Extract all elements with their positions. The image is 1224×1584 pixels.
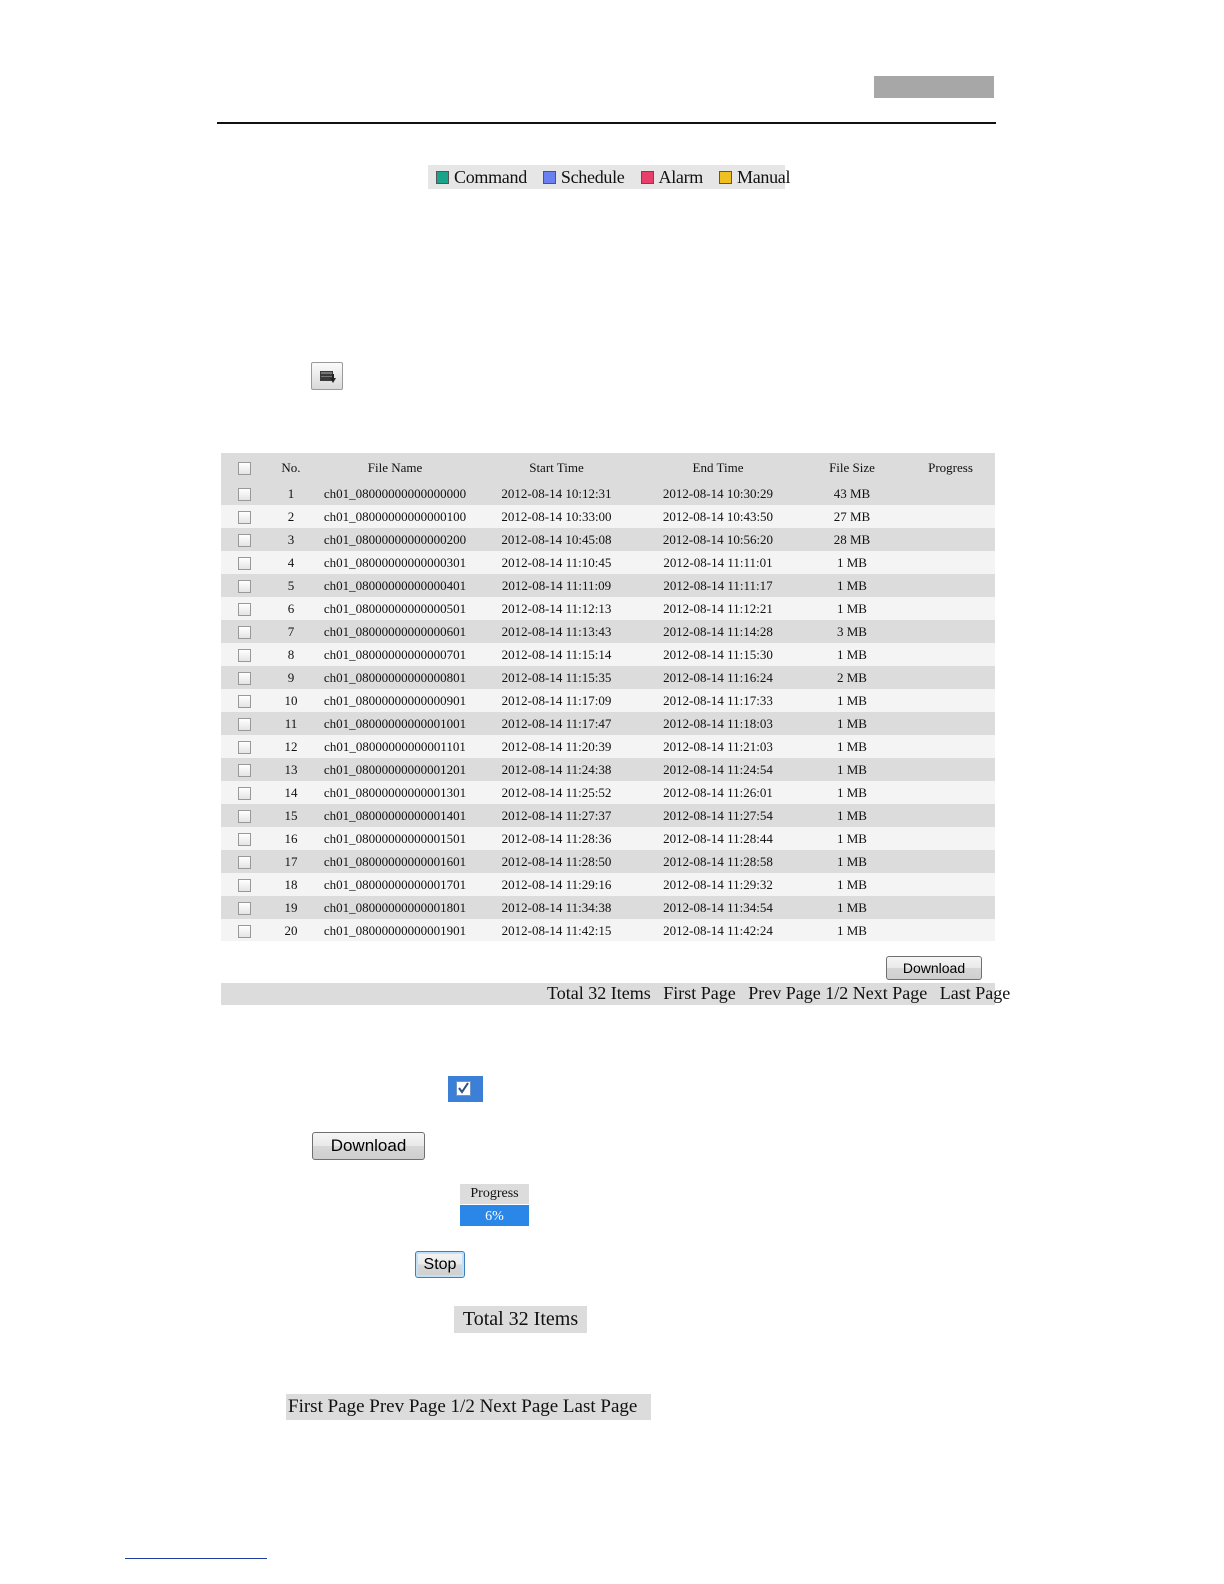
row-no: 16	[267, 827, 315, 850]
row-checkbox[interactable]	[238, 833, 251, 846]
table-row[interactable]	[221, 620, 995, 643]
row-start-time: 2012-08-14 11:15:35	[475, 666, 638, 689]
legend-item-command	[436, 167, 527, 188]
row-no: 3	[267, 528, 315, 551]
row-no: 5	[267, 574, 315, 597]
col-start-time: Start Time	[475, 453, 638, 482]
row-select-cell	[221, 528, 267, 551]
legend-label-alarm: Alarm	[658, 166, 703, 187]
row-progress	[906, 528, 995, 551]
row-end-time: 2012-08-14 11:29:32	[638, 873, 798, 896]
row-end-time: 2012-08-14 11:14:28	[638, 620, 798, 643]
file-list-panel	[221, 453, 995, 1004]
row-file-size: 1 MB	[798, 551, 906, 574]
row-start-time: 2012-08-14 11:34:38	[475, 896, 638, 919]
row-start-time: 2012-08-14 11:24:38	[475, 758, 638, 781]
row-checkbox[interactable]	[238, 488, 251, 501]
row-checkbox[interactable]	[238, 534, 251, 547]
row-select-cell	[221, 574, 267, 597]
row-select-cell	[221, 643, 267, 666]
row-progress	[906, 781, 995, 804]
table-button-row	[221, 941, 995, 983]
row-progress	[906, 712, 995, 735]
header-gray-box	[874, 76, 994, 98]
row-file-name: ch01_08000000000000401	[315, 574, 475, 597]
pagination-bar	[221, 983, 1011, 1005]
select-all-checkbox[interactable]	[238, 462, 251, 475]
row-select-cell	[221, 896, 267, 919]
row-checkbox[interactable]	[238, 810, 251, 823]
row-select-cell	[221, 758, 267, 781]
row-checkbox[interactable]	[238, 764, 251, 777]
row-file-size: 1 MB	[798, 574, 906, 597]
table-header-row	[221, 453, 995, 482]
row-file-size: 28 MB	[798, 528, 906, 551]
table-row[interactable]	[221, 781, 995, 804]
row-file-size: 1 MB	[798, 689, 906, 712]
row-start-time: 2012-08-14 11:17:47	[475, 712, 638, 735]
row-start-time: 2012-08-14 11:28:36	[475, 827, 638, 850]
col-end-time: End Time	[638, 453, 798, 482]
row-select-cell	[221, 804, 267, 827]
last-page-link[interactable]: Last Page	[939, 983, 1011, 1003]
table-row[interactable]	[221, 712, 995, 735]
row-progress	[906, 620, 995, 643]
row-file-size: 1 MB	[798, 735, 906, 758]
header-rule	[217, 122, 996, 124]
row-file-name: ch01_08000000000001901	[315, 919, 475, 942]
next-page-link[interactable]: Next Page	[852, 983, 928, 1003]
legend-label-schedule: Schedule	[560, 166, 625, 187]
row-checkbox[interactable]	[238, 879, 251, 892]
row-checkbox[interactable]	[238, 741, 251, 754]
row-end-time: 2012-08-14 11:27:54	[638, 804, 798, 827]
row-start-time: 2012-08-14 11:20:39	[475, 735, 638, 758]
row-no: 20	[267, 919, 315, 942]
row-start-time: 2012-08-14 11:10:45	[475, 551, 638, 574]
row-start-time: 2012-08-14 10:45:08	[475, 528, 638, 551]
row-no: 1	[267, 482, 315, 505]
row-progress	[906, 597, 995, 620]
row-file-name: ch01_08000000000001601	[315, 850, 475, 873]
row-end-time: 2012-08-14 11:26:01	[638, 781, 798, 804]
row-start-time: 2012-08-14 11:13:43	[475, 620, 638, 643]
row-select-cell	[221, 735, 267, 758]
col-no: No.	[267, 453, 315, 482]
row-progress	[906, 735, 995, 758]
row-checkbox[interactable]	[238, 787, 251, 800]
legend-label-command: Command	[454, 166, 527, 187]
checked-checkbox-sample	[448, 1076, 483, 1102]
row-file-size: 1 MB	[798, 643, 906, 666]
row-end-time: 2012-08-14 11:28:58	[638, 850, 798, 873]
table-row[interactable]	[221, 758, 995, 781]
legend-item-schedule	[543, 167, 625, 188]
row-progress	[906, 666, 995, 689]
row-end-time: 2012-08-14 11:24:54	[638, 758, 798, 781]
row-end-time: 2012-08-14 11:11:01	[638, 551, 798, 574]
row-end-time: 2012-08-14 11:18:03	[638, 712, 798, 735]
row-end-time: 2012-08-14 11:15:30	[638, 643, 798, 666]
checkbox-checked-icon	[458, 1082, 469, 1094]
table-row[interactable]	[221, 551, 995, 574]
row-end-time: 2012-08-14 10:30:29	[638, 482, 798, 505]
row-start-time: 2012-08-14 11:17:09	[475, 689, 638, 712]
row-start-time: 2012-08-14 11:11:09	[475, 574, 638, 597]
row-file-name: ch01_08000000000000601	[315, 620, 475, 643]
row-select-cell	[221, 689, 267, 712]
row-file-size: 1 MB	[798, 712, 906, 735]
row-checkbox[interactable]	[238, 511, 251, 524]
row-no: 4	[267, 551, 315, 574]
legend-item-alarm	[641, 167, 704, 188]
row-no: 8	[267, 643, 315, 666]
row-progress	[906, 689, 995, 712]
page-indicator: 1/2	[825, 983, 849, 1003]
row-file-name: ch01_08000000000000501	[315, 597, 475, 620]
row-end-time: 2012-08-14 11:17:33	[638, 689, 798, 712]
download-icon	[319, 369, 337, 385]
row-start-time: 2012-08-14 10:12:31	[475, 482, 638, 505]
progress-bar-sample	[460, 1205, 529, 1226]
row-checkbox[interactable]	[238, 856, 251, 869]
stop-button-sample[interactable]: Stop	[415, 1251, 465, 1278]
row-end-time: 2012-08-14 11:28:44	[638, 827, 798, 850]
row-checkbox[interactable]	[238, 695, 251, 708]
col-file-name: File Name	[315, 453, 475, 482]
row-file-size: 1 MB	[798, 919, 906, 942]
legend-swatch-command	[436, 171, 449, 184]
row-select-cell	[221, 827, 267, 850]
row-progress	[906, 804, 995, 827]
row-file-size: 3 MB	[798, 620, 906, 643]
row-progress	[906, 574, 995, 597]
pagination-sample: First Page Prev Page 1/2 Next Page Last Page	[286, 1394, 651, 1420]
row-file-name: ch01_08000000000000801	[315, 666, 475, 689]
legend-label-manual: Manual	[737, 166, 791, 187]
prev-page-link[interactable]: Prev Page	[748, 983, 821, 1003]
row-select-cell	[221, 620, 267, 643]
row-no: 19	[267, 896, 315, 919]
row-progress	[906, 643, 995, 666]
row-file-name: ch01_08000000000001401	[315, 804, 475, 827]
row-select-cell	[221, 873, 267, 896]
row-start-time: 2012-08-14 11:27:37	[475, 804, 638, 827]
row-end-time: 2012-08-14 11:16:24	[638, 666, 798, 689]
table-row[interactable]	[221, 505, 995, 528]
row-progress	[906, 827, 995, 850]
row-file-size: 1 MB	[798, 896, 906, 919]
table-row[interactable]	[221, 528, 995, 551]
row-checkbox[interactable]	[238, 718, 251, 731]
row-file-size: 1 MB	[798, 850, 906, 873]
row-progress	[906, 919, 995, 942]
first-page-link[interactable]: First Page	[663, 983, 736, 1003]
table-row[interactable]	[221, 482, 995, 505]
row-progress	[906, 758, 995, 781]
row-no: 18	[267, 873, 315, 896]
table-row[interactable]	[221, 597, 995, 620]
col-file-size: File Size	[798, 453, 906, 482]
row-end-time: 2012-08-14 11:21:03	[638, 735, 798, 758]
table-row[interactable]	[221, 827, 995, 850]
row-no: 14	[267, 781, 315, 804]
row-checkbox[interactable]	[238, 580, 251, 593]
table-row[interactable]	[221, 873, 995, 896]
progress-value: 6%	[485, 1209, 504, 1224]
row-start-time: 2012-08-14 11:28:50	[475, 850, 638, 873]
table-row[interactable]	[221, 919, 995, 942]
row-file-name: ch01_08000000000001701	[315, 873, 475, 896]
row-file-size: 1 MB	[798, 758, 906, 781]
row-select-cell	[221, 597, 267, 620]
row-no: 13	[267, 758, 315, 781]
row-select-cell	[221, 482, 267, 505]
table-row[interactable]	[221, 643, 995, 666]
row-no: 6	[267, 597, 315, 620]
select-all-cell	[221, 453, 267, 482]
row-start-time: 2012-08-14 11:15:14	[475, 643, 638, 666]
row-checkbox[interactable]	[238, 649, 251, 662]
footnote-rule	[125, 1558, 267, 1559]
row-progress	[906, 850, 995, 873]
row-progress	[906, 896, 995, 919]
row-select-cell	[221, 551, 267, 574]
record-type-legend	[428, 165, 791, 189]
row-select-cell	[221, 712, 267, 735]
row-start-time: 2012-08-14 10:33:00	[475, 505, 638, 528]
row-file-name: ch01_08000000000000701	[315, 643, 475, 666]
row-file-name: ch01_08000000000000100	[315, 505, 475, 528]
row-checkbox[interactable]	[238, 603, 251, 616]
row-select-cell	[221, 919, 267, 942]
row-checkbox[interactable]	[238, 557, 251, 570]
legend-item-manual	[719, 167, 790, 188]
row-checkbox[interactable]	[238, 626, 251, 639]
row-file-name: ch01_08000000000001501	[315, 827, 475, 850]
row-checkbox[interactable]	[238, 902, 251, 915]
row-file-name: ch01_08000000000000200	[315, 528, 475, 551]
row-file-name: ch01_08000000000000901	[315, 689, 475, 712]
row-progress	[906, 482, 995, 505]
legend-swatch-alarm	[641, 171, 654, 184]
total-items-sample: Total 32 Items	[454, 1306, 587, 1333]
legend-swatch-schedule	[543, 171, 556, 184]
row-no: 2	[267, 505, 315, 528]
download-button-sample[interactable]: Download	[312, 1132, 425, 1160]
row-file-size: 1 MB	[798, 781, 906, 804]
row-select-cell	[221, 666, 267, 689]
table-row[interactable]	[221, 850, 995, 873]
row-start-time: 2012-08-14 11:29:16	[475, 873, 638, 896]
row-file-size: 27 MB	[798, 505, 906, 528]
row-no: 9	[267, 666, 315, 689]
table-row[interactable]	[221, 896, 995, 919]
row-end-time: 2012-08-14 11:34:54	[638, 896, 798, 919]
table-row[interactable]	[221, 666, 995, 689]
row-file-name: ch01_08000000000001201	[315, 758, 475, 781]
row-file-size: 1 MB	[798, 804, 906, 827]
row-no: 10	[267, 689, 315, 712]
table-row[interactable]	[221, 735, 995, 758]
legend-swatch-manual	[719, 171, 732, 184]
progress-header-sample: Progress	[460, 1184, 529, 1204]
row-file-size: 2 MB	[798, 666, 906, 689]
row-file-size: 1 MB	[798, 597, 906, 620]
download-button[interactable]: Download	[886, 956, 982, 980]
row-no: 7	[267, 620, 315, 643]
total-items-text: Total 32 Items	[547, 983, 651, 1003]
row-no: 15	[267, 804, 315, 827]
row-progress	[906, 551, 995, 574]
row-file-name: ch01_08000000000000000	[315, 482, 475, 505]
row-progress	[906, 873, 995, 896]
row-no: 17	[267, 850, 315, 873]
row-start-time: 2012-08-14 11:12:13	[475, 597, 638, 620]
row-checkbox[interactable]	[238, 672, 251, 685]
row-select-cell	[221, 781, 267, 804]
row-no: 11	[267, 712, 315, 735]
row-checkbox[interactable]	[238, 925, 251, 938]
row-file-name: ch01_08000000000000301	[315, 551, 475, 574]
table-row[interactable]	[221, 574, 995, 597]
row-file-name: ch01_08000000000001101	[315, 735, 475, 758]
row-start-time: 2012-08-14 11:25:52	[475, 781, 638, 804]
row-file-size: 1 MB	[798, 873, 906, 896]
row-start-time: 2012-08-14 11:42:15	[475, 919, 638, 942]
row-select-cell	[221, 850, 267, 873]
row-end-time: 2012-08-14 10:56:20	[638, 528, 798, 551]
row-end-time: 2012-08-14 11:42:24	[638, 919, 798, 942]
col-progress: Progress	[906, 453, 995, 482]
row-select-cell	[221, 505, 267, 528]
row-no: 12	[267, 735, 315, 758]
row-file-name: ch01_08000000000001801	[315, 896, 475, 919]
table-row[interactable]	[221, 804, 995, 827]
row-end-time: 2012-08-14 11:12:21	[638, 597, 798, 620]
file-table	[221, 453, 995, 942]
row-file-name: ch01_08000000000001001	[315, 712, 475, 735]
row-file-name: ch01_08000000000001301	[315, 781, 475, 804]
download-icon-button[interactable]	[311, 362, 343, 390]
table-row[interactable]	[221, 689, 995, 712]
row-progress	[906, 505, 995, 528]
row-end-time: 2012-08-14 10:43:50	[638, 505, 798, 528]
row-file-size: 43 MB	[798, 482, 906, 505]
row-end-time: 2012-08-14 11:11:17	[638, 574, 798, 597]
row-file-size: 1 MB	[798, 827, 906, 850]
